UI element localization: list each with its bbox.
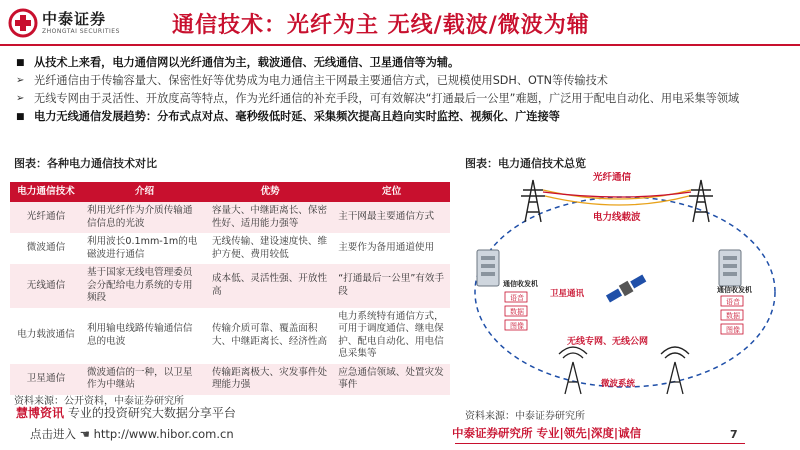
power-communication-overview-diagram — [455, 172, 795, 402]
tag-label: 数据 — [726, 312, 740, 320]
table-cell: 光纤通信 — [10, 202, 82, 233]
header-divider — [0, 44, 800, 46]
watermark-url[interactable]: http://www.hibor.com.cn — [93, 427, 234, 441]
table-row — [10, 264, 450, 308]
microwave-tower-right-icon — [661, 347, 689, 394]
tag-label: 图像 — [510, 322, 524, 330]
table-cell: 传输介质可靠、覆盖面积大、中继距离长、经济性高 — [207, 308, 333, 364]
right-transceiver-icon — [719, 250, 741, 286]
bullet-item — [14, 54, 790, 71]
table-cell: 传输距离极大、灾发事件处理能力强 — [207, 364, 333, 395]
table-cell: “打通最后一公里”有效手段 — [333, 264, 450, 308]
footer-tagline: 中泰证券研究所 专业|领先|深度|诚信 — [452, 426, 642, 440]
comparison-table — [10, 182, 450, 395]
page-title: 通信技术：光纤为主 无线/载波/微波为辅 — [172, 13, 590, 38]
source-text: 公开资料，中泰证券研究所 — [64, 396, 184, 407]
tag-label: 语音 — [510, 294, 524, 302]
plc-label: 电力线载波 — [593, 212, 641, 223]
bullet-item — [14, 72, 790, 89]
table-cell: 电力系统特有通信方式，可用于调度通信、继电保护、配电自动化、用电信息采集等 — [333, 308, 450, 364]
microwave-tower-left-icon — [559, 347, 587, 394]
right-tower-icon — [689, 180, 713, 222]
left-tag-list — [505, 292, 527, 330]
table-cell: 微波通信 — [10, 233, 82, 264]
table-row — [10, 308, 450, 364]
bullet-text: 光纤通信由于传输容量大、保密性好等优势成为电力通信主干网最主要通信方式，已规模使用SDH、OTN等传输技术 — [34, 74, 608, 87]
table-row — [10, 364, 450, 395]
column-header: 介绍 — [82, 182, 207, 202]
column-header: 定位 — [333, 182, 450, 202]
right-source-note: 资料来源：中泰证券研究所 — [465, 411, 585, 422]
table-cell: 主干网最主要通信方式 — [333, 202, 450, 233]
table-header-row — [10, 182, 450, 202]
table-cell: 电力载波通信 — [10, 308, 82, 364]
right-figure-title: 图表：电力通信技术总览 — [465, 157, 586, 170]
bullet-item — [14, 108, 790, 125]
square-bullet-icon: ■ — [16, 112, 25, 122]
bullet-item — [14, 90, 790, 107]
left-figure-title: 图表：各种电力通信技术对比 — [14, 157, 157, 170]
logo-name: 中泰证券 — [42, 10, 107, 28]
table-cell: 利用波长0.1mm-1m的电磁波进行通信 — [82, 233, 207, 264]
column-header: 优势 — [207, 182, 333, 202]
arrow-bullet-icon: ➢ — [16, 93, 25, 104]
table-cell: 无线传输、建设速度快、维护方便、费用较低 — [207, 233, 333, 264]
logo-english-name: ZHONGTAI SECURITIES — [42, 28, 120, 35]
left-device-label: 通信收发机 — [503, 280, 538, 288]
table-cell: 无线通信 — [10, 264, 82, 308]
footer-divider — [455, 443, 745, 444]
table-row — [10, 233, 450, 264]
microwave-label: 微波系统 — [601, 379, 636, 389]
page-number: 7 — [730, 428, 738, 441]
watermark-tagline: 专业的投资研究大数据分享平台 — [67, 406, 236, 420]
table-cell: 主要作为备用通道使用 — [333, 233, 450, 264]
square-bullet-icon: ■ — [16, 58, 25, 68]
watermark-line — [16, 404, 236, 421]
column-header: 电力通信技术 — [10, 182, 82, 202]
tag-label: 图像 — [726, 326, 740, 334]
company-logo — [8, 8, 38, 38]
bullet-list — [14, 54, 790, 126]
bullet-text: 电力无线通信发展趋势：分布式点对点、毫秒级低时延、采集频次提高且趋向实时监控、视频化、广连接等 — [34, 110, 560, 123]
table-row — [10, 202, 450, 233]
right-device-label: 通信收发机 — [717, 286, 752, 294]
table-cell: 成本低、灵活性强、开放性高 — [207, 264, 333, 308]
table-cell: 利用光纤作为介质传输通信信息的光波 — [82, 202, 207, 233]
hand-cursor-icon: ☚ — [79, 427, 90, 441]
right-tag-list — [721, 296, 743, 334]
table-cell: 应急通信领域、处置灾发事件 — [333, 364, 450, 395]
left-transceiver-icon — [477, 250, 499, 286]
bullet-text: 无线专网由于灵活性、开放度高等特点，作为光纤通信的补充手段，可有效解决“打通最后一公里”难题，广泛用于配电自动化、用电采集等领域 — [34, 92, 740, 105]
tag-label: 语音 — [726, 298, 740, 306]
table-cell: 基于国家无线电管理委员会分配给电力系统的专用频段 — [82, 264, 207, 308]
watermark-brand: 慧博资讯 — [16, 406, 65, 420]
left-tower-icon — [521, 180, 545, 222]
table-cell: 卫星通信 — [10, 364, 82, 395]
satellite-label: 卫星通讯 — [550, 289, 585, 299]
fiber-label: 光纤通信 — [593, 172, 632, 183]
watermark-prefix: 点击进入 — [30, 427, 76, 441]
table-cell: 利用输电线路传输通信信息的电波 — [82, 308, 207, 364]
arrow-bullet-icon: ➢ — [16, 75, 25, 86]
tag-label: 数据 — [510, 308, 524, 316]
table-cell: 容量大、中继距离长、保密性好、适用能力强等 — [207, 202, 333, 233]
table-cell: 微波通信的一种，以卫星作为中继站 — [82, 364, 207, 395]
power-lines — [543, 190, 691, 205]
satellite-icon — [605, 273, 647, 304]
source-label: 资料来源： — [14, 396, 64, 407]
watermark-link-line[interactable] — [30, 426, 234, 442]
wireless-label: 无线专网、无线公网 — [567, 337, 649, 347]
bullet-text: 从技术上来看，电力通信网以光纤通信为主，载波通信、无线通信、卫星通信等为辅。 — [34, 56, 460, 69]
